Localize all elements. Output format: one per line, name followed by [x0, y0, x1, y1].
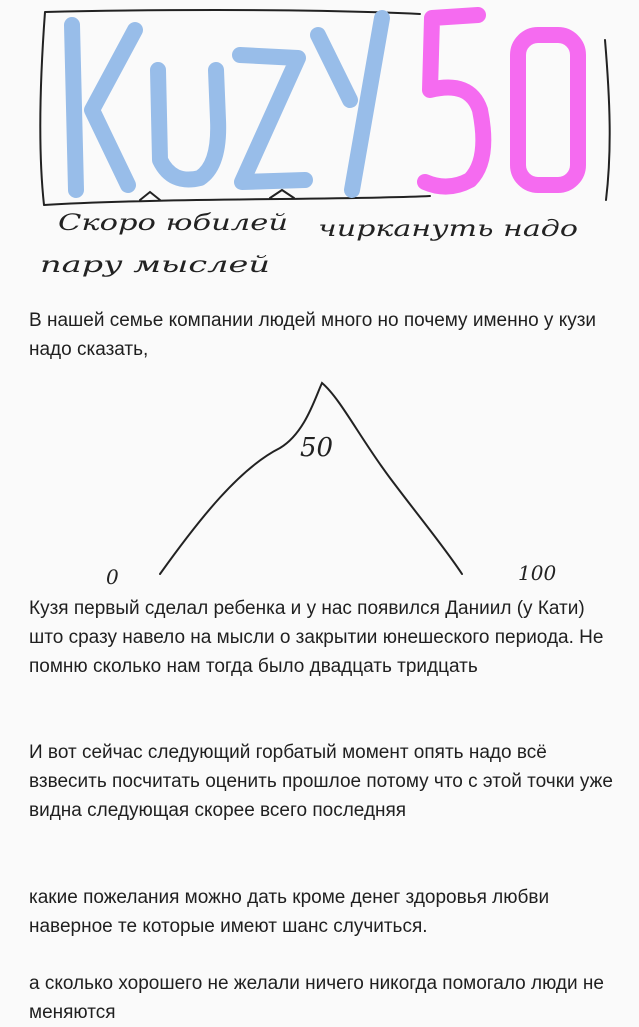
paragraph-4: а сколько хорошего не желали ничего никогда помогало люди не меняются — [29, 973, 604, 1023]
intro-paragraph: В нашей семье компании людей много но почему именно у кузи надо сказать, — [29, 310, 597, 360]
paragraph-1: Кузя первый сделал ребенка и у нас появился Даниил (у Кати) што сразу навело на мысли о закрытии юнешеского периода. Не помню сколько нам тогда было двадцать тридцать — [29, 598, 604, 677]
scribble-line-2: пару мыслей — [40, 253, 270, 278]
left-axis-label: 0 — [106, 565, 119, 589]
peak-label: 50 — [300, 433, 334, 463]
scribble-line-1-left: Скоро юбилей — [58, 211, 288, 236]
mountain-curve — [160, 383, 462, 574]
paragraph-3: какие пожелания можно дать кроме денег здоровья любви наверное те которые имеют шанс случиться. — [29, 887, 550, 937]
header-logo-art — [0, 0, 639, 290]
right-axis-label: 100 — [518, 561, 557, 585]
mountain-sketch — [90, 378, 570, 593]
paragraph-2: И вот сейчас следующий горбатый момент опять надо всё взвесить посчитать оценить прошлое потому что с этой точки уже видна следующая скорее всего последняя — [29, 742, 613, 821]
logo-50-strokes — [425, 15, 578, 187]
logo-kuzy-strokes — [72, 18, 382, 190]
scribble-line-1-right: чиркануть надо — [318, 217, 578, 242]
